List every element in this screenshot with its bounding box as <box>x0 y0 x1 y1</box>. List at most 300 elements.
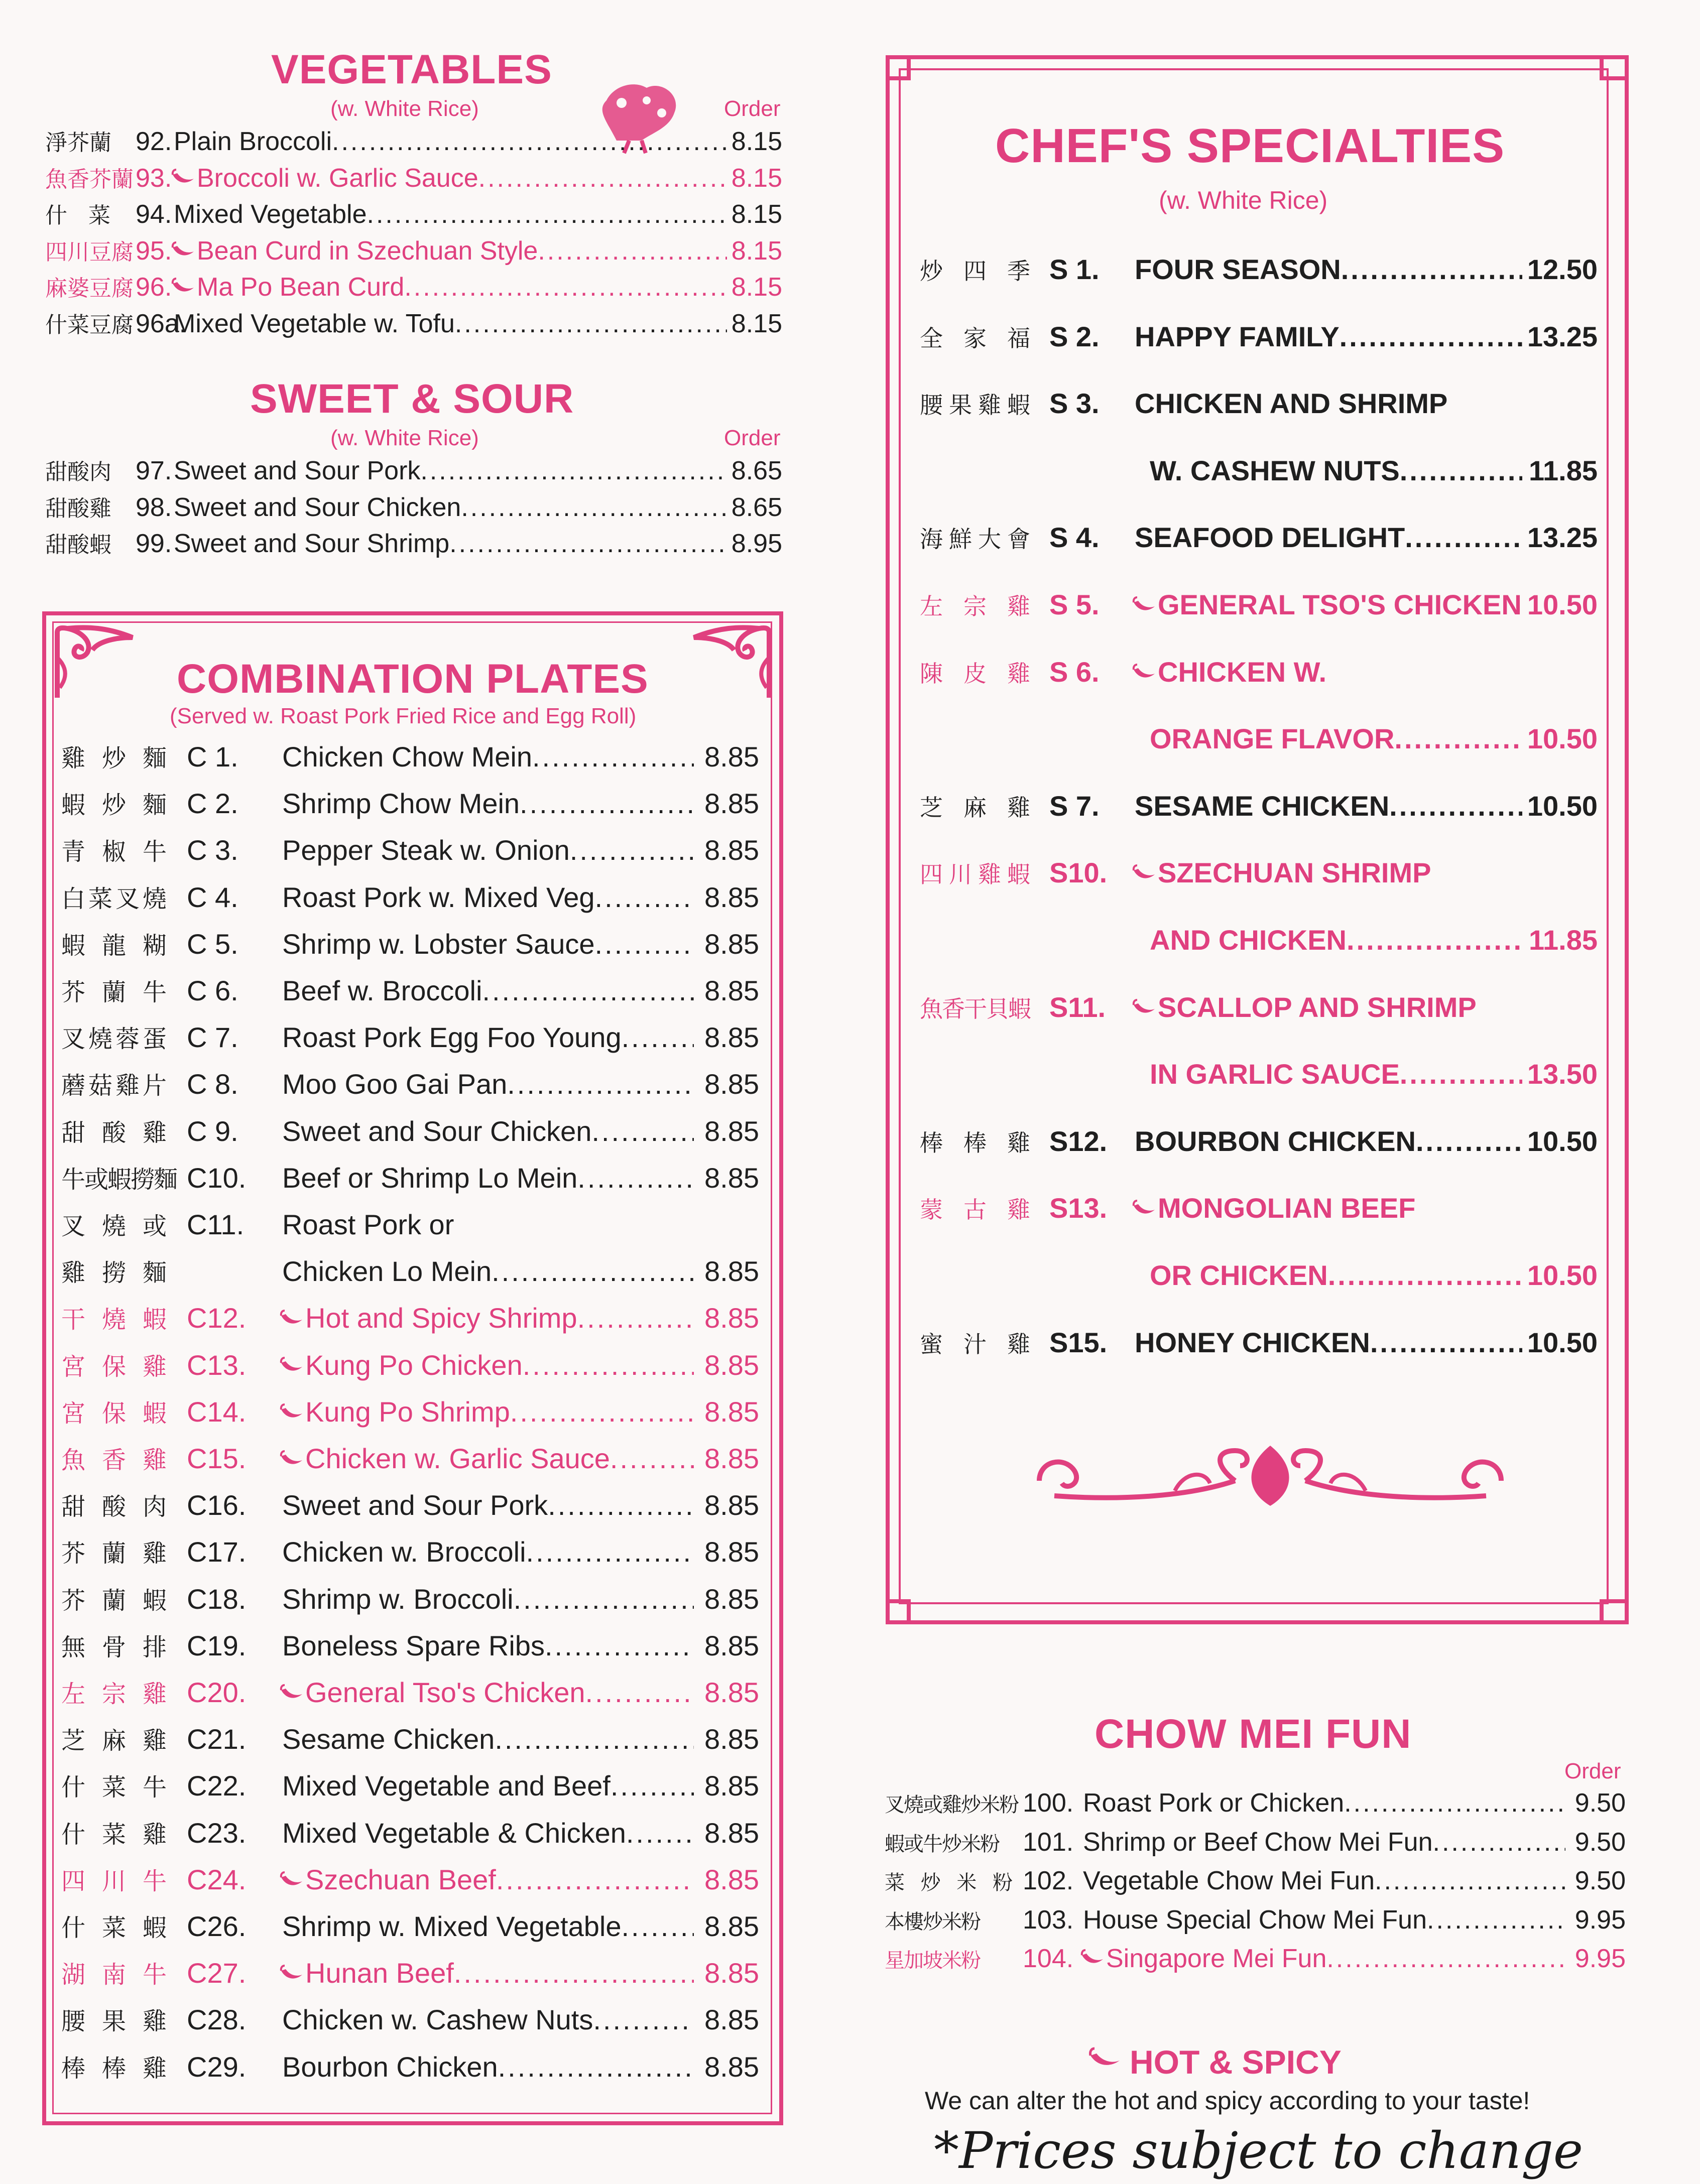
hot-spicy-title: HOT & SPICY <box>1130 2043 1342 2081</box>
chili-pepper-icon <box>279 1360 304 1375</box>
item-price: 8.85 <box>704 1817 759 1849</box>
item-number: S10. <box>1049 857 1108 889</box>
chili-pepper-icon <box>279 1313 304 1328</box>
item-chinese-name: 魚 香 芥 蘭 <box>45 166 134 192</box>
menu-item-row <box>920 656 1598 689</box>
item-chinese-name: 芥 蘭 蝦 <box>61 1586 167 1615</box>
menu-item-row <box>45 161 782 197</box>
item-chinese-name: 宮 保 蝦 <box>61 1399 167 1428</box>
item-name: GENERAL TSO'S CHICKEN <box>1158 589 1522 620</box>
item-number: 98. <box>136 492 172 522</box>
dot-leader <box>595 928 694 960</box>
item-chinese-name: 蜜 汁 雞 <box>920 1330 1030 1358</box>
item-number: 101. <box>1023 1827 1074 1857</box>
item-name: Mixed Vegetable & Chicken <box>282 1817 626 1849</box>
dot-leader <box>1405 521 1522 554</box>
dot-leader <box>622 1021 694 1054</box>
item-number: S 7. <box>1049 790 1100 822</box>
item-chinese-name: 海 鮮 大 會 <box>920 526 1030 553</box>
dot-leader <box>585 1676 694 1709</box>
item-number: C 1. <box>187 741 238 773</box>
item-price: 8.85 <box>704 834 759 866</box>
dot-leader <box>626 1817 694 1849</box>
menu-item-row <box>885 1788 1626 1818</box>
menu-item-row <box>61 1160 759 1195</box>
item-name: Ma Po Bean Curd <box>197 273 405 302</box>
scroll-ornament-icon <box>1024 1436 1516 1518</box>
item-price: 8.85 <box>704 1863 759 1895</box>
item-number: C 8. <box>187 1068 238 1100</box>
menu-item-row <box>61 1862 759 1896</box>
combination-title: COMBINATION PLATES <box>177 656 649 702</box>
chili-pepper-icon <box>171 244 196 260</box>
item-chinese-name: 腰 果 雞 蝦 <box>920 392 1030 419</box>
item-price: 10.50 <box>1527 723 1598 755</box>
dot-leader <box>454 1957 694 1989</box>
menu-item-row <box>45 270 782 306</box>
item-number: 103. <box>1023 1905 1074 1935</box>
menu-item-row <box>61 1908 759 1943</box>
chef-frame-inner <box>899 68 1609 1604</box>
menu-item-row <box>61 832 759 867</box>
item-chinese-name: 青 椒 牛 <box>61 838 167 866</box>
item-number: S 1. <box>1049 253 1100 285</box>
item-number: 92. <box>136 127 172 156</box>
item-number: C23. <box>187 1817 247 1849</box>
item-name: Sweet and Sour Chicken <box>282 1115 592 1147</box>
item-number: C 9. <box>187 1115 238 1147</box>
dot-leader <box>1347 924 1522 956</box>
item-name: Mixed Vegetable <box>174 200 367 229</box>
chili-pepper-icon <box>1132 599 1157 614</box>
menu-item-row <box>61 1581 759 1616</box>
dot-leader <box>498 2050 694 2083</box>
item-name: Roast Pork or <box>282 1209 454 1240</box>
menu-item-row <box>61 1487 759 1522</box>
menu-item-row <box>61 1066 759 1101</box>
item-name: Hunan Beef <box>305 1957 454 1989</box>
item-name: Kung Po Chicken <box>305 1349 523 1381</box>
item-chinese-name: 叉 燒 或 <box>61 1212 167 1240</box>
item-price: 8.85 <box>704 1349 759 1381</box>
item-name: Shrimp w. Mixed Vegetable <box>282 1910 622 1942</box>
dot-leader <box>507 1068 694 1100</box>
dot-leader <box>577 1302 694 1334</box>
menu-item-row <box>920 521 1598 554</box>
item-price: 9.50 <box>1574 1866 1626 1895</box>
item-name: Roast Pork w. Mixed Veg <box>282 881 595 913</box>
dot-leader <box>496 1863 694 1896</box>
item-number: C28. <box>187 2004 247 2036</box>
item-chinese-name: 白 菜 叉 燒 <box>61 884 167 913</box>
item-number: C11. <box>187 1209 245 1240</box>
dot-leader <box>1389 790 1522 822</box>
item-name: Shrimp w. Broccoli <box>282 1583 514 1615</box>
item-price: 10.50 <box>1527 1326 1598 1358</box>
chili-pepper-icon <box>1080 1952 1105 1967</box>
item-name: Singapore Mei Fun <box>1106 1944 1327 1973</box>
dot-leader <box>523 1349 694 1381</box>
menu-item-row <box>61 1534 759 1569</box>
menu-item-row <box>885 1866 1626 1896</box>
menu-item-row <box>920 588 1598 621</box>
menu-item-row <box>61 2002 759 2036</box>
item-price: 8.65 <box>731 492 782 522</box>
item-chinese-name: 甜 酸 蝦 <box>45 532 111 558</box>
item-name: Sweet and Sour Pork <box>174 456 421 485</box>
menu-item-row <box>61 1347 759 1382</box>
dot-leader <box>1328 1259 1522 1292</box>
item-price: 12.50 <box>1527 253 1598 285</box>
menu-item-row <box>920 1192 1598 1225</box>
item-number: C13. <box>187 1349 247 1381</box>
chef-frame-corner-br-icon <box>1580 1579 1625 1627</box>
chow-mei-fun-title: CHOW MEI FUN <box>1095 1711 1412 1757</box>
menu-item-row <box>920 1125 1598 1158</box>
menu-item-row <box>61 1721 759 1756</box>
item-number: C27. <box>187 1957 247 1989</box>
item-chinese-name: 雞 炒 麵 <box>61 744 167 773</box>
item-chinese-name: 左 宗 雞 <box>61 1680 167 1708</box>
item-number: S 6. <box>1049 656 1100 688</box>
item-price: 13.25 <box>1527 320 1598 352</box>
dot-leader <box>1375 1866 1565 1896</box>
item-name: House Special Chow Mei Fun <box>1083 1905 1427 1935</box>
dot-leader <box>1427 1905 1565 1935</box>
dot-leader <box>449 529 727 559</box>
dot-leader <box>1344 1788 1565 1818</box>
item-chinese-name: 叉燒或雞炒米粉 <box>885 1793 1018 1817</box>
dot-leader <box>591 1115 694 1147</box>
menu-item-row <box>920 320 1598 353</box>
item-number: 95. <box>136 236 172 266</box>
item-price: 8.85 <box>704 1677 759 1708</box>
item-price: 8.15 <box>731 236 782 266</box>
chili-pepper-icon <box>1132 1002 1157 1017</box>
item-chinese-name: 本樓炒米粉 <box>885 1910 980 1934</box>
dot-leader <box>420 456 727 486</box>
item-price: 8.85 <box>704 1629 759 1661</box>
item-chinese-name: 全 家 福 <box>920 324 1030 352</box>
item-chinese-name: 魚香干貝蝦 <box>920 995 1030 1022</box>
item-chinese-name: 芥 蘭 雞 <box>61 1539 167 1568</box>
item-price: 8.15 <box>731 273 782 302</box>
item-number: C 2. <box>187 788 238 820</box>
item-chinese-name: 甜 酸 雞 <box>61 1118 167 1147</box>
item-price: 8.85 <box>704 928 759 960</box>
item-price: 10.50 <box>1527 1125 1598 1157</box>
chow-mei-fun-order-label: Order <box>1564 1759 1621 1783</box>
item-chinese-name: 湖 南 牛 <box>61 1961 167 1989</box>
menu-item-row <box>45 527 782 563</box>
item-number: 97. <box>136 456 172 485</box>
item-number: C29. <box>187 2050 247 2083</box>
item-price: 13.25 <box>1527 522 1598 554</box>
item-name: Beef w. Broccoli <box>282 975 482 1006</box>
item-name: Shrimp Chow Mein <box>282 788 520 820</box>
item-price: 8.85 <box>704 1395 759 1428</box>
item-chinese-name: 什 菜 牛 <box>61 1773 167 1802</box>
hot-spicy-legend <box>1090 2043 1342 2081</box>
item-chinese-name: 什 菜 蝦 <box>61 1914 167 1942</box>
item-number: C21. <box>187 1723 247 1755</box>
menu-item-row <box>61 1675 759 1709</box>
item-number: C 4. <box>187 881 238 913</box>
item-chinese-name: 什 菜 <box>45 203 110 228</box>
menu-item-row <box>920 1326 1598 1359</box>
item-number: 99. <box>136 529 172 558</box>
menu-item-row <box>61 1253 759 1288</box>
item-name: MONGOLIAN BEEF <box>1158 1192 1416 1224</box>
item-price: 8.85 <box>704 1443 759 1474</box>
item-price: 9.95 <box>1574 1944 1626 1973</box>
item-price: 8.15 <box>731 127 782 156</box>
item-name: Kung Po Shrimp <box>305 1395 510 1428</box>
dot-leader <box>482 974 694 1007</box>
dot-leader <box>495 1723 694 1755</box>
item-price: 8.85 <box>704 1723 759 1755</box>
chili-pepper-icon <box>279 1453 304 1468</box>
item-number: 102. <box>1023 1866 1074 1895</box>
dot-leader <box>570 834 694 866</box>
item-name: SESAME CHICKEN <box>1135 790 1390 822</box>
dot-leader <box>577 1162 694 1194</box>
menu-item-row <box>45 234 782 270</box>
menu-item-row <box>61 1207 759 1241</box>
item-name: Moo Goo Gai Pan <box>282 1068 508 1100</box>
sweet-sour-subtitle: (w. White Rice) <box>330 426 479 450</box>
item-number: C12. <box>187 1302 247 1334</box>
dot-leader <box>538 236 727 266</box>
sweet-sour-title: SWEET & SOUR <box>250 376 574 422</box>
item-chinese-name: 淨 芥 蘭 <box>45 130 111 156</box>
corner-ornament-right-icon <box>689 622 774 705</box>
dot-leader <box>1416 1125 1522 1158</box>
item-number: C16. <box>187 1489 247 1521</box>
item-name: Sweet and Sour Chicken <box>174 492 461 522</box>
item-price: 8.85 <box>704 1021 759 1054</box>
item-number: S11. <box>1049 991 1106 1023</box>
item-chinese-name: 四 川 牛 <box>61 1867 167 1895</box>
item-number: C 7. <box>187 1021 238 1054</box>
dot-leader <box>532 740 694 773</box>
item-number: S12. <box>1049 1125 1108 1157</box>
item-chinese-name: 芥 蘭 牛 <box>61 978 167 1006</box>
item-number: C 5. <box>187 928 238 960</box>
item-chinese-name: 蝦 龍 糊 <box>61 931 167 960</box>
item-name: Hot and Spicy Shrimp <box>305 1302 577 1334</box>
item-name: Boneless Spare Ribs <box>282 1629 545 1661</box>
dot-leader <box>514 1583 694 1615</box>
dot-leader <box>593 2003 694 2036</box>
item-price: 8.85 <box>704 1489 759 1521</box>
item-chinese-name: 炒 四 季 <box>920 258 1030 285</box>
menu-item-row <box>61 739 759 774</box>
menu-item-row <box>45 307 782 343</box>
menu-item-row <box>61 2049 759 2084</box>
chili-pepper-icon <box>1087 2049 1123 2075</box>
dot-leader <box>367 199 727 229</box>
chili-pepper-icon <box>1132 667 1157 682</box>
item-name: Chicken Chow Mein <box>282 741 532 773</box>
item-name: Shrimp or Beef Chow Mei Fun <box>1083 1827 1433 1857</box>
item-chinese-name: 干 燒 蝦 <box>61 1306 167 1334</box>
item-chinese-name: 無 骨 排 <box>61 1633 167 1661</box>
item-price: 8.15 <box>731 163 782 193</box>
item-price: 8.85 <box>704 1115 759 1147</box>
menu-item-row <box>61 1394 759 1429</box>
handwritten-price-note: *Prices subject to change <box>934 2121 1584 2180</box>
menu-item-row <box>920 1259 1598 1292</box>
item-chinese-name: 什 菜 雞 <box>61 1820 167 1849</box>
item-price: 8.85 <box>704 1162 759 1194</box>
item-name: CHICKEN AND SHRIMP <box>1135 388 1448 420</box>
chili-pepper-icon <box>279 1968 304 1983</box>
item-chinese-name: 麻 婆 豆 腐 <box>45 276 134 301</box>
menu-item-row <box>920 722 1598 755</box>
item-chinese-name: 蘑 菇 雞 片 <box>61 1072 167 1100</box>
menu-item-row <box>61 879 759 914</box>
dot-leader <box>461 492 727 523</box>
item-chinese-name: 甜 酸 肉 <box>61 1493 167 1521</box>
item-name: Bean Curd in Szechuan Style <box>197 236 538 266</box>
item-chinese-name: 宮 保 雞 <box>61 1352 167 1381</box>
chef-frame-corner-bl-icon <box>886 1579 931 1627</box>
item-chinese-name: 腰 果 雞 <box>61 2007 167 2036</box>
dot-leader <box>1433 1827 1566 1857</box>
dot-leader <box>621 1910 694 1943</box>
item-number: C20. <box>187 1677 247 1708</box>
dot-leader <box>611 1769 694 1802</box>
item-name: Plain Broccoli <box>174 127 332 156</box>
menu-item-row <box>61 973 759 1007</box>
chili-pepper-icon <box>279 1406 304 1422</box>
menu-item-row <box>920 387 1598 420</box>
dot-leader <box>548 1489 694 1521</box>
menu-item-row <box>61 1441 759 1475</box>
chef-frame-corner-tr-icon <box>1580 55 1625 103</box>
menu-item-row <box>920 924 1598 956</box>
corner-ornament-left-icon <box>52 622 138 705</box>
item-price: 8.85 <box>704 1910 759 1942</box>
dot-leader <box>1370 1326 1522 1359</box>
item-name: AND CHICKEN <box>1150 924 1347 956</box>
item-name: Broccoli w. Garlic Sauce <box>197 163 478 193</box>
item-name: Roast Pork Egg Foo Young <box>282 1021 622 1054</box>
item-price: 11.85 <box>1528 924 1598 956</box>
chili-pepper-icon <box>171 281 196 296</box>
item-chinese-name: 菜 炒 米 粉 <box>885 1871 1013 1894</box>
item-price: 8.85 <box>704 1536 759 1568</box>
chili-pepper-icon <box>279 1874 304 1889</box>
item-name: Shrimp w. Lobster Sauce <box>282 928 595 960</box>
dot-leader <box>526 1535 694 1568</box>
menu-item-row <box>61 1113 759 1148</box>
menu-item-row <box>885 1827 1626 1857</box>
item-name: ORANGE FLAVOR <box>1150 723 1395 755</box>
item-number: 100. <box>1023 1788 1074 1818</box>
item-number: 94. <box>136 200 172 229</box>
item-number: C 3. <box>187 834 238 866</box>
item-price: 9.95 <box>1574 1905 1626 1935</box>
item-chinese-name: 甜 酸 雞 <box>45 495 111 522</box>
dot-leader <box>520 787 694 820</box>
item-price: 11.85 <box>1528 454 1598 486</box>
menu-item-row <box>45 124 782 161</box>
chef-frame-corner-tl-icon <box>886 55 931 103</box>
item-number: C10. <box>187 1162 247 1194</box>
menu-item-row <box>61 1815 759 1850</box>
menu-item-row <box>45 197 782 233</box>
menu-item-row <box>920 454 1598 487</box>
combination-subtitle: (Served w. Roast Pork Fried Rice and Egg Roll) <box>170 704 637 728</box>
item-name: Beef or Shrimp Lo Mein <box>282 1162 578 1194</box>
menu-item-row <box>920 991 1598 1024</box>
menu-item-row <box>920 856 1598 889</box>
item-number: C17. <box>187 1536 247 1568</box>
item-price: 8.15 <box>731 200 782 229</box>
item-price: 8.95 <box>731 529 782 558</box>
item-chinese-name: 四 川 豆 腐 <box>45 239 134 265</box>
chef-subtitle: (w. White Rice) <box>1159 186 1328 214</box>
dot-leader <box>1400 454 1522 487</box>
item-number: S 5. <box>1049 589 1100 620</box>
dot-leader <box>595 881 694 914</box>
item-name: OR CHICKEN <box>1150 1259 1328 1291</box>
item-number: C24. <box>187 1863 247 1895</box>
item-number: C 6. <box>187 975 238 1006</box>
item-chinese-name: 什 菜 豆 腐 <box>45 312 134 338</box>
hot-spicy-note: We can alter the hot and spicy according to your taste! <box>925 2087 1530 2115</box>
item-name: SEAFOOD DELIGHT <box>1135 522 1405 554</box>
item-name: W. CASHEW NUTS <box>1150 454 1400 486</box>
chili-pepper-icon <box>1132 1203 1157 1218</box>
item-name: Sesame Chicken <box>282 1723 495 1755</box>
menu-item-row <box>61 1628 759 1662</box>
item-chinese-name: 蒙 古 雞 <box>920 1196 1030 1224</box>
item-number: 96a. <box>136 309 187 338</box>
item-chinese-name: 左 宗 雞 <box>920 593 1030 620</box>
item-number: S13. <box>1049 1192 1108 1224</box>
menu-item-row <box>61 786 759 820</box>
dot-leader <box>492 1255 694 1288</box>
dot-leader <box>1340 320 1522 353</box>
menu-item-row <box>920 1058 1598 1090</box>
item-name: BOURBON CHICKEN <box>1135 1125 1416 1157</box>
item-price: 9.50 <box>1574 1788 1626 1818</box>
item-number: S 2. <box>1049 320 1100 352</box>
item-number: 96. <box>136 273 172 302</box>
menu-item-row <box>45 454 782 490</box>
vegetables-title: VEGETABLES <box>271 47 552 92</box>
item-price: 8.85 <box>704 1770 759 1802</box>
item-chinese-name: 芝 麻 雞 <box>920 794 1030 821</box>
item-price: 8.85 <box>704 788 759 820</box>
item-chinese-name: 棒 棒 雞 <box>920 1129 1030 1157</box>
item-name: CHICKEN W. <box>1158 656 1326 688</box>
item-name: Sweet and Sour Shrimp <box>174 529 450 558</box>
dot-leader <box>510 1395 694 1428</box>
item-price: 10.50 <box>1527 1259 1598 1291</box>
item-name: FOUR SEASON <box>1135 253 1341 285</box>
item-price: 8.65 <box>731 456 782 485</box>
item-price: 10.50 <box>1527 589 1598 620</box>
item-chinese-name: 陳 皮 雞 <box>920 660 1030 687</box>
item-chinese-name: 魚 香 雞 <box>61 1446 167 1474</box>
menu-item-row <box>45 490 782 527</box>
dot-leader <box>545 1629 694 1662</box>
item-number: C19. <box>187 1629 247 1661</box>
